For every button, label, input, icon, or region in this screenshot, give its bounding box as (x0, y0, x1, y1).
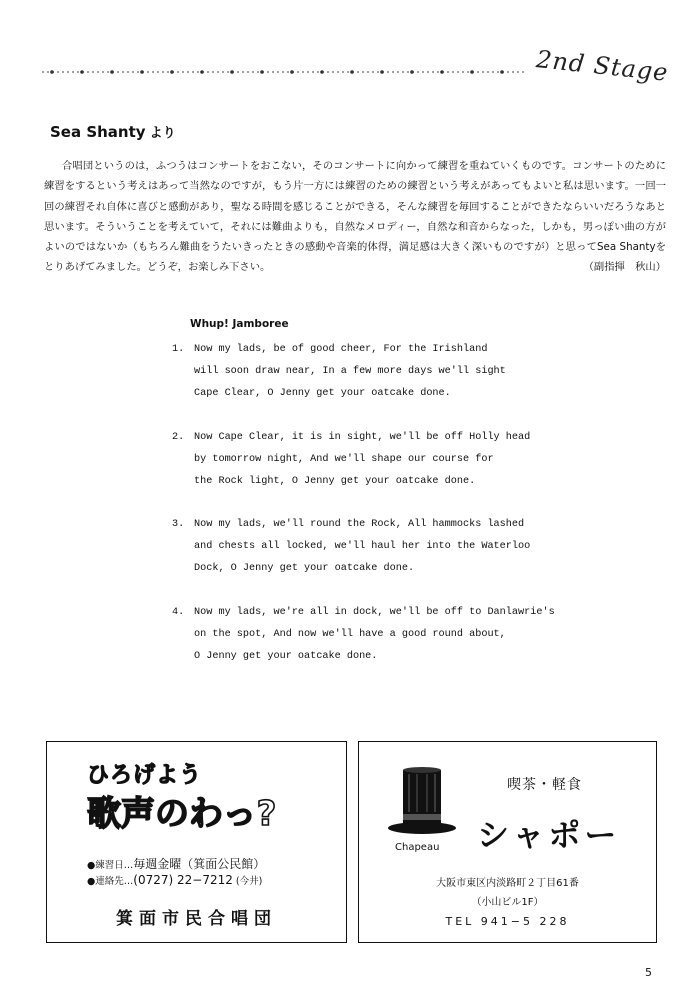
contact-line (87, 873, 265, 889)
intro-text (44, 156, 666, 278)
verse-line: Now my lads, we'll round the Rock, All hammocks lashed (194, 519, 525, 530)
contact-label: ●連絡先… (87, 876, 134, 887)
verse-number: 3. (172, 519, 185, 530)
verse-number: 2. (172, 432, 185, 443)
verse-3 (172, 514, 531, 580)
verse-1 (172, 339, 512, 405)
ad-tagline: ひろげよう (87, 763, 203, 788)
verse-line: O Jenny get your oatcake done. (194, 651, 378, 662)
verse-line: the Rock light, O Jenny get your oatcake done. (194, 476, 476, 487)
verse-line: by tomorrow night, And we'll shape our course for (194, 454, 494, 465)
verse-line: Now Cape Clear, it is in sight, we'll be off Holly head (194, 432, 531, 443)
section-heading-title: Sea Shanty (50, 123, 146, 141)
verse-4 (172, 602, 555, 668)
practice-line (87, 857, 265, 873)
intro-credit: （副指揮 秋山） (583, 261, 666, 274)
verse-number: 4. (172, 607, 185, 618)
brand-latin-name: Chapeau (395, 842, 440, 853)
choir-advertisement (46, 741, 347, 943)
section-heading (50, 122, 176, 141)
shop-name: シャポー (477, 816, 621, 854)
contact-phone: (0727) 22−7212 (133, 873, 233, 887)
verse-line: will soon draw near, In a few more days we'll sight (194, 366, 506, 377)
verse-number: 1. (172, 344, 185, 355)
practice-value: 毎週金曜（箕面公民館） (133, 857, 266, 871)
choir-name: 箕面市民合唱団 (116, 909, 277, 929)
verse-line: on the spot, And now we'll have a good round about, (194, 629, 506, 640)
shop-category: 喫茶・軽食 (507, 777, 582, 793)
song-title: Whup! Jamboree (190, 318, 289, 330)
intro-paragraph: 合唱団というのは，ふつうはコンサートをおこない，そのコンサートに向かって練習を重ねていくものです。コンサートのために練習をするという考えはあって当然なのですが，もう片一方には練習のための練習という考えがあってもよいと私は思います。一回一回の練習それ自体に喜びと感動があり，聖なる時間を感じることができる，そんな練習を毎回することができたならいいだろうなあと思います。そういうことを考えていて，それには難曲よりも，自然なメロディー，自然な和音からなった，しかも，男っぽい曲の方がよいのではないか（もちろん難曲をうたいきったときの感動や音楽的体得，満足感は大きく深いものですが）と思ってSea Shantyをとりあげてみました。どうぞ，お楽しみ下さい。 (44, 160, 666, 274)
ad-choir-phrase: 歌声のわっ? (87, 794, 277, 834)
section-heading-suffix: より (149, 126, 176, 141)
page-number: 5 (645, 966, 652, 979)
contact-person: (今井) (235, 876, 263, 887)
verse-line: Now my lads, be of good cheer, For the Irishland (194, 344, 488, 355)
verse-line: Dock, O Jenny get your oatcake done. (194, 563, 415, 574)
verse-line: Cape Clear, O Jenny get your oatcake done. (194, 388, 451, 399)
header-divider (42, 67, 524, 77)
shop-building: （小山ビル1F） (471, 897, 544, 908)
practice-label: ●練習日… (87, 860, 134, 871)
verse-line: Now my lads, we're all in dock, we'll be off to Danlawrie's (194, 607, 555, 618)
verse-line: and chests all locked, we'll haul her into the Waterloo (194, 541, 531, 552)
ad-practice-info (87, 857, 265, 889)
shop-address: 大阪市東区内淡路町２丁目61番 (436, 878, 579, 889)
top-hat-icon (387, 764, 457, 842)
verse-2 (172, 427, 531, 493)
shop-address-block (359, 874, 656, 931)
cafe-advertisement (358, 741, 657, 943)
shop-telephone: TEL 941−5 228 (445, 915, 570, 928)
stage-title: 2nd Stage (534, 45, 670, 87)
